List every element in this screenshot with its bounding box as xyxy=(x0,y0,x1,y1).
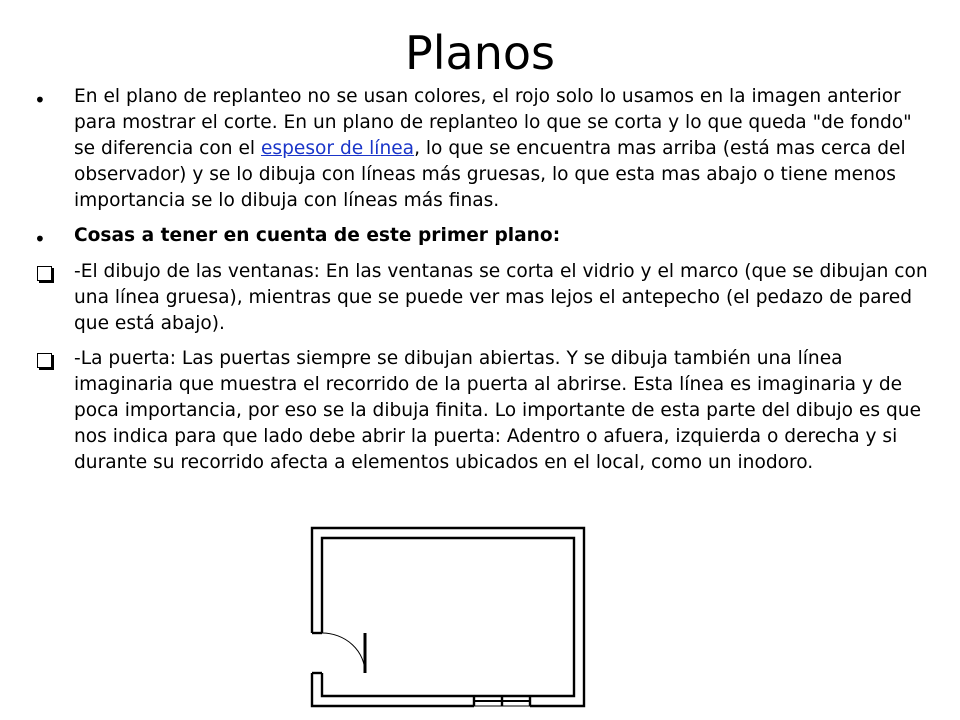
checklist-item-door xyxy=(34,346,934,476)
paragraph-1-text-before-link: En el plano de replanteo no se usan colores, el rojo solo lo usamos en la imagen anterior para mostrar el corte. En un plano de replanteo lo que se corta y lo que queda "de fondo" se diferencia con el xyxy=(74,86,912,159)
line-thickness-link[interactable]: espesor de línea xyxy=(260,138,415,159)
window-bottom-wall xyxy=(474,696,530,709)
bullet-paragraph-1: • En el plano de replanteo no se usan colores, el rojo solo lo usamos en la imagen anterior para mostrar el corte. En un plano de replanteo lo que se corta y lo que queda "de fondo" se diferencia con el espesor de línea, lo que se encuentra mas arriba (está mas cerca del observador) y se lo dibuja con líneas más gruesas, lo que esta mas abajo o tiene menos importancia se lo dibuja con líneas más finas. xyxy=(34,86,912,211)
page-title: Planos xyxy=(405,26,555,80)
checklist-item-text: -La puerta: Las puertas siempre se dibujan abiertas. Y se dibuja también una línea imaginaria que muestra el recorrido de la puerta al abrirse. Esta línea es imaginaria y de poca importancia, por eso se la dibuja finita. Lo importante de esta parte del dibujo es que nos indica para que lado debe abrir la puerta: Adentro o afuera, izquierda o derecha y si durante su recorrido afecta a elementos ubicados en el local, como un inodoro. xyxy=(74,348,922,473)
floor-plan-drawing xyxy=(298,520,610,720)
bullet-paragraph-2: • Cosas a tener en cuenta de este primer plano: xyxy=(34,225,561,251)
paragraph-1-text-after-link: , lo que se encuentra mas arriba (está mas cerca del observador) y se lo dibuja con líneas más gruesas, lo que esta mas abajo o tiene menos importancia se lo dibuja con líneas más finas. xyxy=(74,138,906,211)
plan-walls xyxy=(312,528,584,706)
paragraph-2-text: Cosas a tener en cuenta de este primer plano: xyxy=(74,225,561,246)
inner-wall-outline xyxy=(322,538,574,696)
checklist-item-text: -El dibujo de las ventanas: En las ventanas se corta el vidrio y el marco (que se dibujan con una línea gruesa), mientras que se puede ver mas lejos el antepecho (el pedazo de pared que está abajo). xyxy=(74,261,928,334)
outer-wall-outline xyxy=(312,528,584,706)
checklist-item-windows xyxy=(34,259,934,337)
slide-content xyxy=(34,84,934,485)
door-swing-arc xyxy=(322,633,365,673)
